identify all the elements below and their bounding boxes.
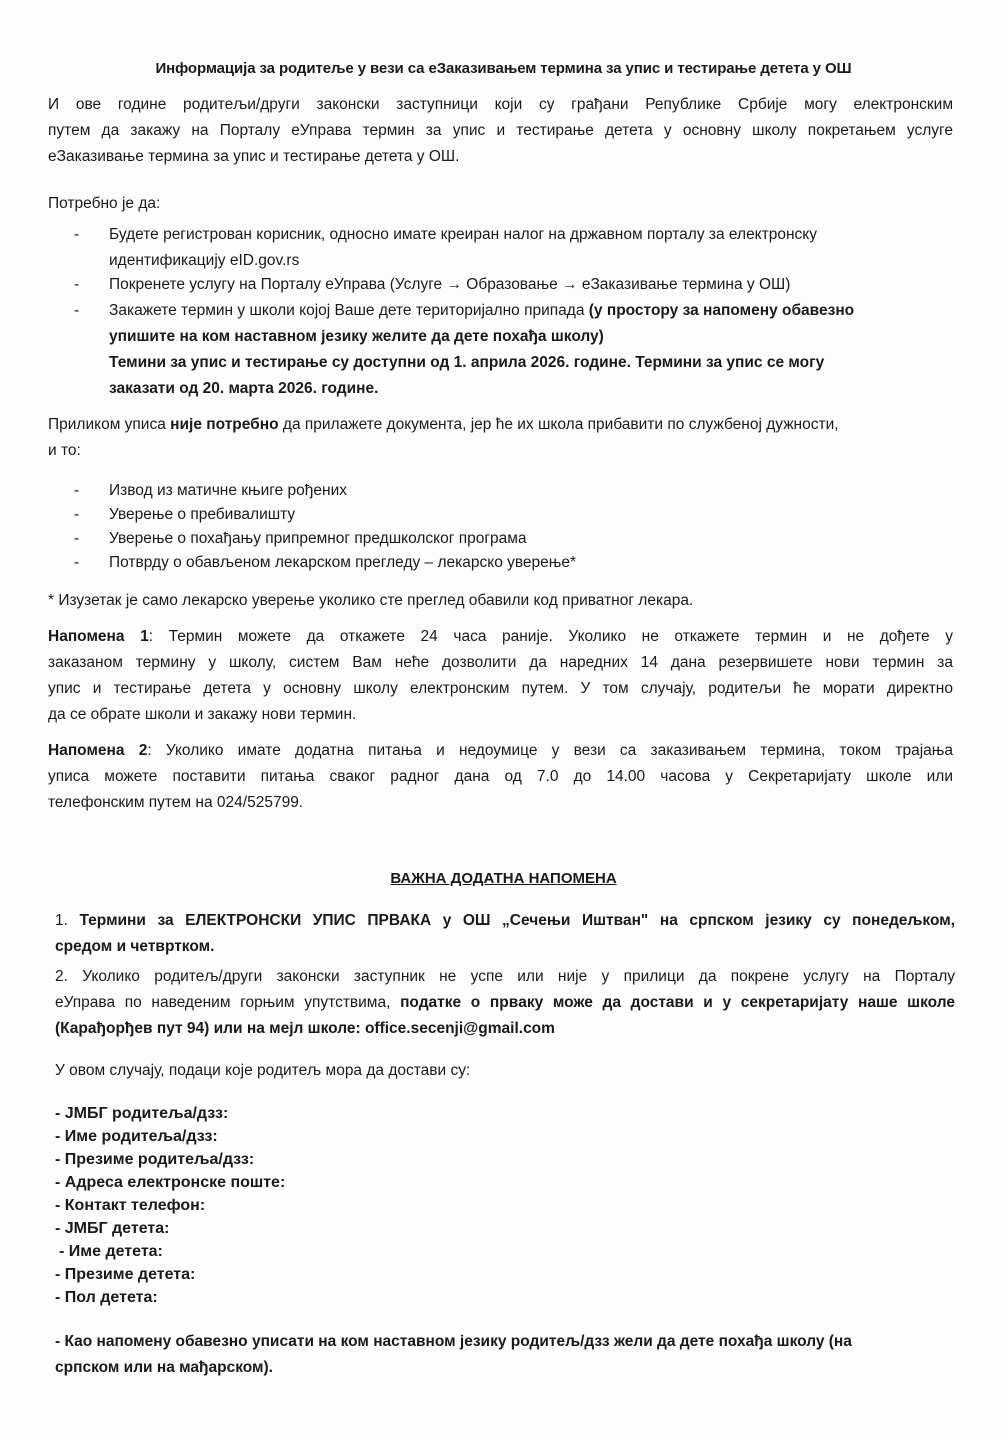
documents-prefix: Приликом уписа <box>48 416 171 433</box>
list-dash: - <box>74 276 80 293</box>
item-2-bold: податке о првaку може да достави и у секретаријату наше школе <box>400 994 955 1011</box>
item-2-text: 2. Уколико родитељ/други законски заступник не успе или није у прилици да покрене услугу на Порталу <box>55 968 955 985</box>
documents-paragraph <box>48 412 953 464</box>
document-item <box>74 478 954 504</box>
language-note-text: - Као напомену обавезно уписати на ком наставном језику родитељ/дзз жели да дете похађа школу (на <box>55 1333 852 1350</box>
list-dash: - <box>74 482 80 499</box>
item-2-text: еУправа по наведеним горњим упутствима, <box>55 994 401 1011</box>
required-field: - ЈМБГ родитеља/дзз: <box>55 1105 229 1122</box>
note-1-text: да се обрате школи и закажу нови термин. <box>48 706 357 723</box>
required-field: - ЈМБГ детета: <box>55 1220 170 1237</box>
list-dash: - <box>74 506 80 523</box>
item-1-text: Термини за ЕЛЕКТРОНСКИ УПИС ПРВАКА у ОШ „Сечењи Иштван" на српском језику су понедељком, <box>79 912 956 929</box>
requirement-item <box>74 298 954 402</box>
required-field: - Пол детета: <box>55 1289 158 1306</box>
item-1-text: средом и четвртком. <box>55 938 215 955</box>
note-1 <box>48 624 953 728</box>
note-1-text: заказаном термину у школу, систем Вам неће дозволити да наредних 14 дана резервишете нови термин за <box>48 654 953 671</box>
required-field: - Контакт телефон: <box>55 1197 206 1214</box>
document-item <box>74 502 954 528</box>
intro-paragraph <box>48 92 953 170</box>
document-text: Уверење о похађању припремног предшколског програма <box>109 530 527 547</box>
intro-line: еЗаказивање термина за упис и тестирање детета у ОШ. <box>48 148 460 165</box>
document-text: Извод из матичне књиге рођених <box>109 482 347 499</box>
required-field: - Адреса електронске поште: <box>55 1174 286 1191</box>
data-intro: У овом случају, подаци које родитељ мора да достави су: <box>55 1062 471 1079</box>
requirements-heading: Потребно је да: <box>48 195 161 212</box>
footnote: * Изузетак је само лекарско уверење уколико сте преглед обавили код приватног лекара. <box>48 592 694 609</box>
required-field: - Име детета: <box>59 1243 163 1260</box>
note-1-text: упис и тестирање детета у основну школу електронским путем. У том случају, родитељи ће морати директно <box>48 680 953 697</box>
important-heading-text: ВАЖНА ДОДАТНА НАПОМЕНА <box>390 870 617 887</box>
note-2-label: Напомена 2 <box>48 742 148 759</box>
note-2 <box>48 738 953 816</box>
document-item <box>74 526 954 552</box>
language-note-text: српском или на мађарском). <box>55 1359 273 1376</box>
required-field: - Презиме родитеља/дзз: <box>55 1151 255 1168</box>
list-dash: - <box>74 554 80 571</box>
documents-suffix: да прилажете документа, јер ће их школа прибавити по службеној дужности, <box>278 416 839 433</box>
item-number: 1. <box>55 912 80 929</box>
note-1-label: Напомена 1 <box>48 628 149 645</box>
document-text: Уверење о пребивалишту <box>109 506 296 523</box>
intro-line: И ове године родитељи/други законски заступници који су грађани Републике Србије могу електронским <box>48 96 953 113</box>
requirement-item <box>74 222 954 274</box>
requirement-text: Закажете термин у школи којој Ваше дете територијално припада <box>109 302 589 319</box>
document-title: Информација за родитеље у вези са еЗаказивањем термина за упис и тестирање детета у ОШ <box>155 60 852 77</box>
language-note <box>55 1329 955 1381</box>
requirement-text: идентификацију eID.gov.rs <box>109 252 300 269</box>
important-item-2 <box>55 964 955 1042</box>
document-item <box>74 550 954 576</box>
documents-line2: и то: <box>48 442 81 459</box>
availability-dates: заказати од 20. марта 2026. године. <box>109 380 379 397</box>
required-field: - Име родитеља/дзз: <box>55 1128 218 1145</box>
list-dash: - <box>74 302 80 319</box>
note-1-text: : Термин можете да откажете 24 часа раније. Уколико не откажете термин и не дођете у <box>148 628 954 645</box>
note-2-text: телефонским путем на 024/525799. <box>48 794 304 811</box>
list-dash: - <box>74 530 80 547</box>
school-contact: (Карађорђев пут 94) или на мејл школе: office.secenji@gmail.com <box>55 1020 555 1037</box>
list-dash: - <box>74 226 80 243</box>
requirement-text: Будете регистрован корисник, односно имате креиран налог на државном порталу за електронску <box>109 226 817 243</box>
document-text: Потврду о обављеном лекарском прегледу – лекарско уверење* <box>109 554 577 571</box>
documents-bold: није потребно <box>170 416 279 433</box>
requirement-note-bold: (у простору за напомену обавезно <box>588 302 855 319</box>
important-heading <box>0 866 1007 892</box>
availability-dates: Темини за упис и тестирање су доступни од 1. априла 2026. године. Термини за упис се могу <box>109 354 825 371</box>
requirement-item <box>74 272 954 298</box>
important-item-1 <box>55 908 955 960</box>
note-2-text: уписа можете поставити питања сваког радног дана од 7.0 до 14.00 часова у Секретаријату школе или <box>48 768 953 785</box>
intro-line: путем да закажу на Порталу еУправа термин за упис и тестирање детета у основну школу покретањем услуге <box>48 122 953 139</box>
note-2-text: : Уколико имате додатна питања и недоумице у вези са заказивањем термина, током трајања <box>147 742 954 759</box>
required-field: - Презиме детета: <box>55 1266 196 1283</box>
requirement-note-bold: упишите на ком наставном језику желите да дете похађа школу) <box>109 328 604 345</box>
requirement-text: Покренете услугу на Порталу еУправа (Услуге → Образовање → еЗаказивање термина у ОШ) <box>109 276 791 293</box>
